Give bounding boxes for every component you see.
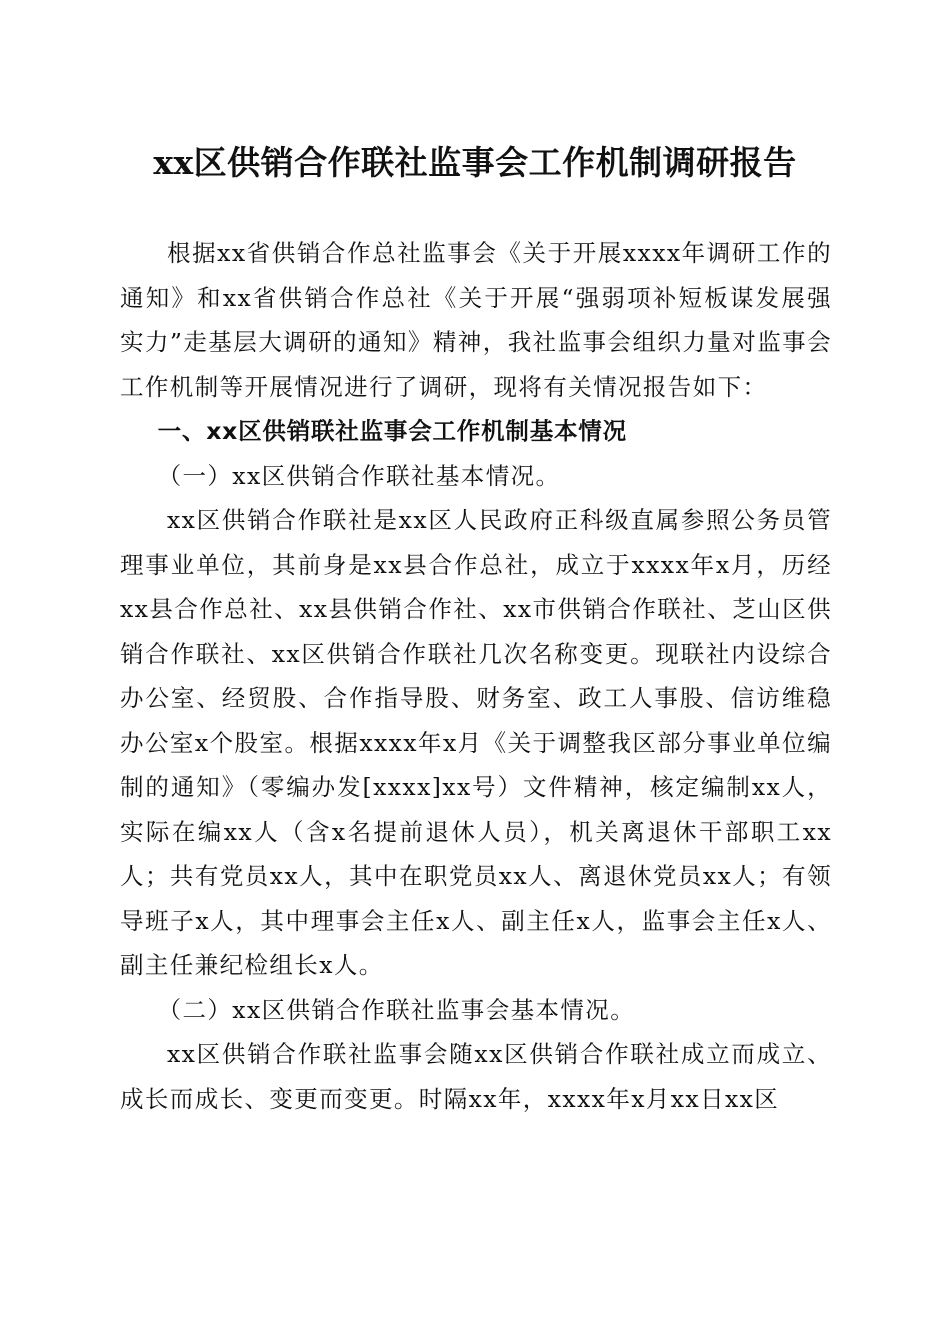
subsection-1-paragraph: xx区供销合作联社是xx区人民政府正科级直属参照公务员管理事业单位，其前身是xx县合作总社，成立于xxxx年x月，历经xx县合作总社、xx县供销合作社、xx市供销合作联社、芝山区供销合作联社、xx区供销合作联社几次名称变更。现联社内设综合办公室、经贸股、合作指导股、财务室、政工人事股、信访维稳办公室x个股室。根据xxxx年x月《关于调整我区部分事业单位编制的通知》（零编办发[xxxx]xx号）文件精神，核定编制xx人，实际在编xx人（含x名提前退休人员），机关离退休干部职工xx人；共有党员xx人，其中在职党员xx人、离退休党员xx人；有领导班子x人，其中理事会主任x人、副主任x人，监事会主任x人、副主任兼纪检组长x人。 xyxy=(120,506,832,979)
section-heading-1: 一、xx区供销联社监事会工作机制基本情况 xyxy=(157,417,627,445)
intro-paragraph: 根据xx省供销合作总社监事会《关于开展xxxx年调研工作的通知》和xx省供销合作总社《关于开展“强弱项补短板谋发展强实力”走基层大调研的通知》精神，我社监事会组织力量对监事会工作机制等开展情况进行了调研，现将有关情况报告如下： xyxy=(120,239,832,401)
document-title: xx区供销合作联社监事会工作机制调研报告 xyxy=(153,143,797,182)
subsection-heading-2: （二）xx区供销合作联社监事会基本情况。 xyxy=(157,995,636,1024)
document-body xyxy=(120,231,832,1121)
subsection-2-paragraph: xx区供销合作联社监事会随xx区供销合作联社成立而成立、成长而成长、变更而变更。时隔xx年，xxxx年x月xx日xx区 xyxy=(120,1040,832,1113)
subsection-heading-1: （一）xx区供销合作联社基本情况。 xyxy=(157,461,561,490)
